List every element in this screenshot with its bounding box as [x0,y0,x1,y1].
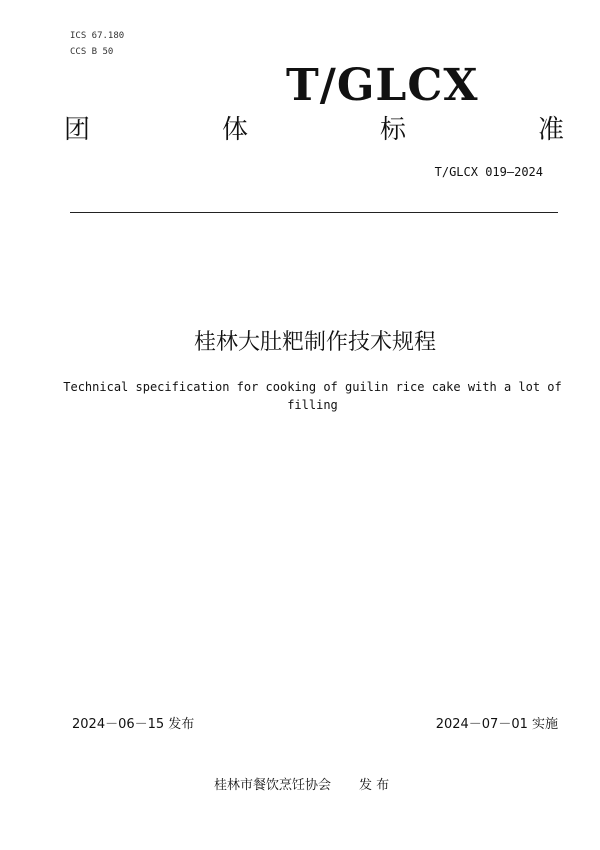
publisher-line [214,776,389,796]
standard-number: T/GLCX 019—2024 [434,165,543,179]
ics-code: ICS 67.180 [70,31,125,41]
standard-logo: T/GLCX [286,60,479,111]
issue-date: 2024－06－15 发布 [72,717,195,732]
header-divider [70,212,558,213]
document-title-en: Technical specification for cooking of guilin rice cake with a lot of filling [63,380,562,412]
publisher-name: 桂林市餐饮烹饪协会 [214,778,332,793]
standard-type-char: 体 [221,115,248,145]
publish-label: 发 布 [359,778,390,793]
document-title-zh: 桂林大肚粑制作技术规程 [193,330,436,355]
standard-type-char: 标 [379,115,406,145]
implementation-date: 2024－07－01 实施 [435,717,558,732]
standard-type-char: 准 [537,115,564,145]
standard-type-heading [64,112,564,148]
classification-codes [70,28,124,60]
ccs-code: CCS B 50 [70,47,114,57]
standard-type-char: 团 [64,115,91,145]
